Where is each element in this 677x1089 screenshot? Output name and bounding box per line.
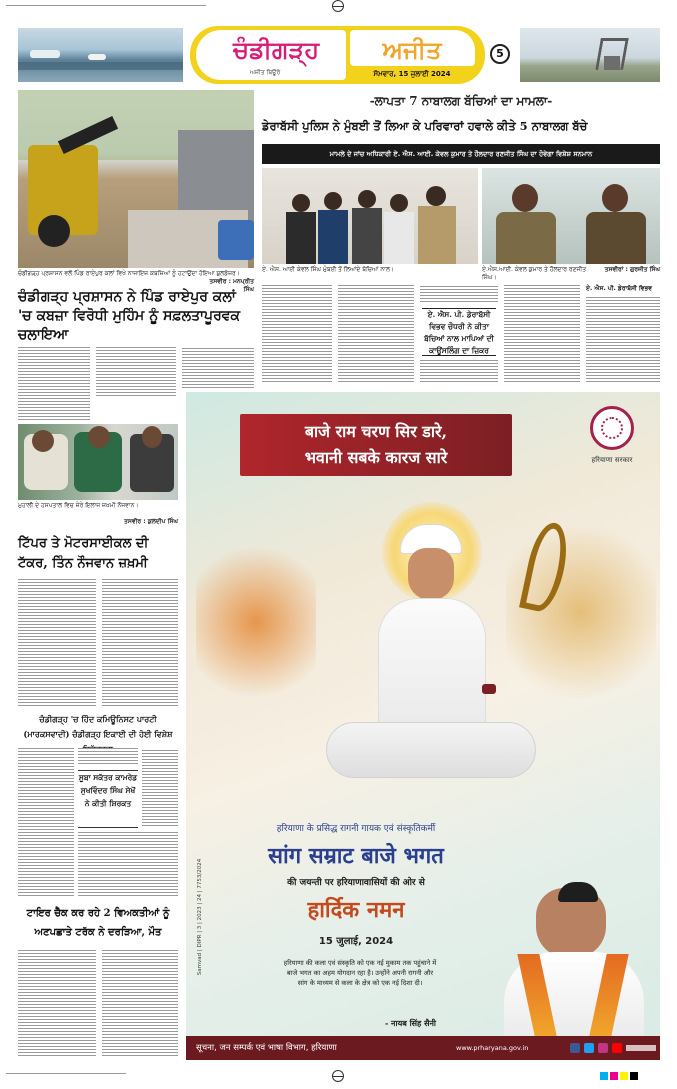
haryana-govt-advertisement xyxy=(186,392,660,1060)
children-caption: ਏ. ਐਸ. ਆਈ ਕੇਵਲ ਸਿੰਘ ਮੁੰਬਈ ਤੋਂ ਲਿਆਂਦੇ ਬੱਚਿਆਂ ਨਾਲ। xyxy=(262,266,394,273)
officers-photo xyxy=(482,168,660,264)
lead-photo-credit: ਤਸਵੀਰਾਂ : ਗੁਰਜੀਤ ਸਿੰਘ xyxy=(604,266,660,273)
demolition-body-col3 xyxy=(182,346,254,390)
demolition-headline: ਚੰਡੀਗੜ੍ਹ ਪ੍ਰਸ਼ਾਸਨ ਨੇ ਪਿੰਡ ਰਾਏਪੁਰ ਕਲਾਂ 'ਚ ਕਬਜ਼ਾ ਵਿਰੋਧੀ ਮੁਹਿੰਮ ਨੂੰ ਸਫ਼ਲਤਾਪੂਰਵਕ ਚਲਾਇਆ xyxy=(18,289,241,343)
party-body-col2-top xyxy=(78,748,138,766)
ad-release-code: Samvad | DIPR | 3 | 2023 | 24 | 7753/2024 xyxy=(197,858,203,976)
header-monument-photo xyxy=(520,28,660,82)
twitter-icon xyxy=(584,1043,594,1053)
lead-body-col4 xyxy=(504,284,580,384)
ad-footer-website: www.prharyana.gov.in xyxy=(456,1044,529,1052)
lead-body-col1 xyxy=(262,284,332,384)
accident-credit: ਤਸਵੀਰ : ਕੁਲਦੀਪ ਸਿੰਘ xyxy=(124,518,178,525)
youtube-icon xyxy=(612,1043,622,1053)
ad-couplet-line2: भवानी सबके कारज सारे xyxy=(304,448,448,467)
accident-headline: ਟਿੱਪਰ ਤੇ ਮੋਟਰਸਾਈਕਲ ਦੀ ਟੱਕਰ, ਤਿੰਨ ਨੌਜਵਾਨ ਜ਼ਖ਼ਮੀ xyxy=(18,536,149,571)
accident-victims-photo xyxy=(18,424,178,500)
demolition-body-col2 xyxy=(96,346,176,398)
social-handle-text xyxy=(626,1045,656,1051)
rescued-children-photo xyxy=(262,168,478,264)
ad-date: 15 जुलाई, 2024 xyxy=(318,936,394,947)
officers-caption: ਏ.ਐਸ.ਆਈ. ਕੇਵਲ ਕੁਮਾਰ ਤੇ ਹੌਲਦਾਰ ਰਣਜੀਤ ਸਿੰਘ। xyxy=(482,266,587,281)
bottom-registration-strip xyxy=(0,1066,677,1089)
ad-footer-department: सूचना, जन सम्पर्क एवं भाषा विभाग, हरियाणा xyxy=(196,1043,337,1053)
registration-mark-crosshair xyxy=(332,6,344,7)
accident-body-col2 xyxy=(102,578,178,708)
header-lake-photo xyxy=(18,28,183,82)
ad-subtitle: की जयन्ती पर हरियाणावासियों की ओर से xyxy=(287,878,425,888)
accident-caption: ਮੁਹਾਲੀ ਦੇ ਹਸਪਤਾਲ ਵਿਚ ਜ਼ੇਰੇ ਇਲਾਜ ਜ਼ਖ਼ਮੀ ਨੌਜਵਾਨ। xyxy=(18,502,139,509)
page-number: 5 xyxy=(490,44,510,64)
demolition-photo xyxy=(18,90,254,268)
instagram-icon xyxy=(598,1043,608,1053)
ad-paint-splash-gold xyxy=(506,512,656,712)
print-registration-strip xyxy=(0,0,677,14)
lead-body-col3 xyxy=(420,284,498,384)
haryana-govt-emblem-icon xyxy=(590,406,634,450)
ad-cm-quote: हरियाणा की कला एवं संस्कृति को एक नई मुकाम तक पहुंचाने में बाजे भगत का अहम योगदान रहा है। उन्होंने अपनी रागनी और सांग के माध्यम से कला के क्षेत्र को एक नई दिशा दी। xyxy=(283,959,437,987)
facebook-icon xyxy=(570,1043,580,1053)
ad-title: सांग सम्राट बाजे भगत xyxy=(268,843,444,869)
party-body-col3 xyxy=(142,748,178,828)
issue-date: ਸੋਮਵਾਰ, 15 ਜੁਲਾਈ 2024 xyxy=(373,70,451,78)
lead-highlight-box: ਏ. ਐਸ. ਪੀ. ਡੇਰਾਬੱਸੀ ਵਿਭਵ ਚੌਧਰੀ ਨੇ ਕੀਤਾ ਬੱਚਿਆਂ ਨਾਲ ਮਾਪਿਆਂ ਦੀ ਕਾਊਂਸਲਿੰਗ ਦਾ ਜ਼ਿਕਰ xyxy=(422,308,496,356)
lead-kicker: -ਲਾਪਤਾ 7 ਨਾਬਾਲਗ ਬੱਚਿਆਂ ਦਾ ਮਾਮਲਾ- xyxy=(369,94,553,108)
masthead-city: ਚੰਡੀਗੜ੍ਹ xyxy=(232,35,320,64)
singer-wristband xyxy=(482,684,496,694)
ad-couplet-line1: बाजे राम चरण सिर डारे, xyxy=(304,422,448,441)
masthead-paper-name: ਅਜੀਤ xyxy=(382,35,442,64)
party-body-col2 xyxy=(78,832,178,898)
lead-subhead-bar: ਮਾਮਲੇ ਦੇ ਜਾਂਚ ਅਧਿਕਾਰੀ ਏ. ਐਸ. ਆਈ. ਕੇਵਲ ਕੁਮਾਰ ਤੇ ਹੌਲਦਾਰ ਰਣਜੀਤ ਸਿੰਘ ਦਾ ਹੋਵੇਗਾ ਵਿਸ਼ੇਸ਼ ਸਨਮਾਨ xyxy=(262,144,660,164)
ad-pre-title: हरियाणा के प्रसिद्ध रागनी गायक एवं संस्कृतिकर्मी xyxy=(276,824,436,834)
singer-seated-legs xyxy=(326,722,536,778)
party-headline: ਚੰਡੀਗੜ੍ਹ 'ਚ ਹਿੰਦ ਕਮਿਊਨਿਸਟ ਪਾਰਟੀ (ਮਾਰਕਸਵਾਦੀ) ਚੰਡੀਗੜ੍ਹ ਇਕਾਈ ਦੀ ਹੋਈ ਵਿਸ਼ੇਸ਼ xyxy=(23,714,173,739)
ad-paint-splash-orange xyxy=(196,532,316,712)
demolition-credit: ਤਸਵੀਰ : ਮਨਪ੍ਰੀਤ ਸਿੰਘ xyxy=(209,278,254,293)
print-slug-text xyxy=(6,4,206,8)
party-body-col1 xyxy=(18,748,74,898)
ad-greeting: हार्दिक नमन xyxy=(307,897,405,923)
lead-body-col2 xyxy=(338,284,414,384)
demolition-body-col1 xyxy=(18,346,90,422)
lead-body-col5 xyxy=(586,284,660,384)
singer-face xyxy=(408,548,454,600)
wire-body-col1 xyxy=(18,948,96,1058)
haryana-govt-logo-text: हरियाणा सरकार xyxy=(591,456,633,464)
wire-body-col2 xyxy=(102,948,178,1058)
party-highlight-box: ਸੂਬਾ ਸਕੱਤਰ ਕਾਮਰੇਡ ਸੁਖਵਿੰਦਰ ਸਿੰਘ ਸੇਖੋਂ ਨੇ ਕੀਤੀ ਸ਼ਿਰਕਤ xyxy=(78,770,138,828)
masthead-banner xyxy=(190,26,485,84)
cm-portrait-hair xyxy=(558,882,598,902)
wire-headline: ਟਾਇਰ ਚੈੱਕ ਕਰ ਰਹੇ 2 ਵਿਅਕਤੀਆਂ ਨੂੰ ਅਣਪਛਾਤੇ ਟਰੱਕ ਨੇ ਦਰੜਿਆ, ਮੌਤ xyxy=(26,908,170,938)
masthead-tagline: ਅਜੀਤ ਬਿਊਰੋ xyxy=(249,69,281,76)
lead-headline: ਡੇਰਾਬੱਸੀ ਪੁਲਿਸ ਨੇ ਮੁੰਬਈ ਤੋਂ ਲਿਆ ਕੇ ਪਰਿਵਾਰਾਂ ਹਵਾਲੇ ਕੀਤੇ 5 ਨਾਬਾਲਗ ਬੱਚੇ xyxy=(262,119,588,133)
asp-mini-headline: ਏ. ਐਸ. ਪੀ. ਡੇਰਾਬੱਸੀ ਵਿਭਵ xyxy=(586,285,653,292)
ad-quote-author: - नायब सिंह सैनी xyxy=(384,1019,436,1028)
accident-body-col1 xyxy=(18,578,96,708)
demolition-caption: ਚੰਡੀਗੜ੍ਹ ਪ੍ਰਸ਼ਾਸਨ ਵਲੋਂ ਪਿੰਡ ਰਾਏਪੁਰ ਕਲਾਂ ਵਿਖੇ ਨਾਜਾਇਜ਼ ਕਬਜ਼ਿਆਂ ਨੂੰ ਹਟਾਉਂਦਾ ਹੋਇਆ ਬੁਲਡੋਜ਼ਰ। xyxy=(18,270,240,277)
